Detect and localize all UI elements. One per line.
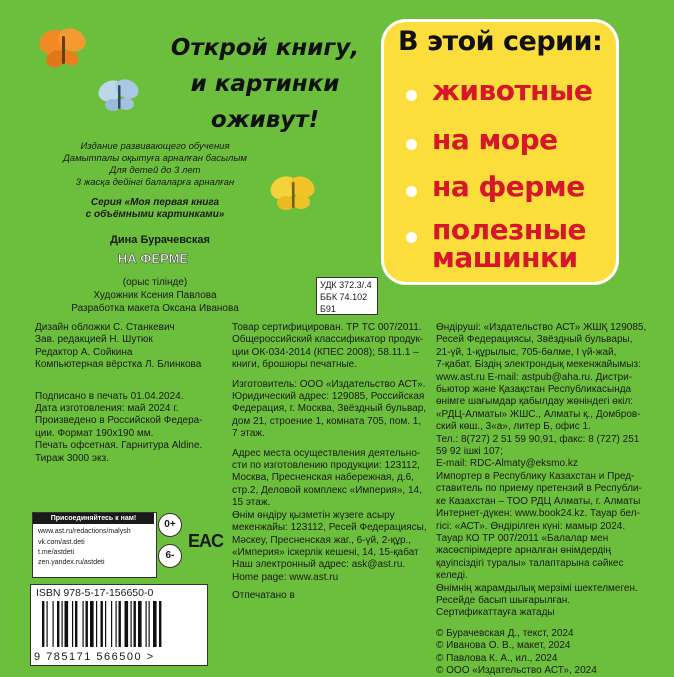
producer-line: 21-үй, 1-құрылыс, 705-бөлме, I үй-жай, [436,346,617,358]
code-line: Б91 [320,304,336,314]
credits [30,276,280,315]
producer-line: Өндіруші: «Издательство АСТ» ЖШҚ 129085, [436,322,647,333]
producer-line: 59 92 ішкі 107; [436,446,503,458]
staff-line: Зав. редакцией Н. Шутюк [35,334,153,346]
left-column [35,322,225,465]
slogan-line-3: оживут! [210,107,320,133]
cert-line: ции ОК-034-2014 (КПЕС 2008); 58.11.1 – [232,346,419,358]
producer-line: 7-қабат. Біздің электрондық мекенжайымыз: [436,359,641,371]
producer-line: ставитель по приему претензий в Республи- [436,483,642,495]
producer-line: ский көш., 3«а», литер Б, офис 1. [436,421,591,433]
print-line: Произведено в Российской Федера- [35,415,203,427]
social-header: Присоединяйтесь к нам! [33,513,154,524]
edition-line: 3 жасқа дейінгі балаларға арналған [75,177,235,188]
age-mark-6-minus: 6- [158,544,182,568]
producer-line: Өнімнің жарамдылық мерзімі шектелмеген. [436,582,638,594]
copyright-line: © Павлова К. А., ил., 2024 [436,652,558,664]
staff-line: Дизайн обложки С. Станкевич [35,322,175,333]
producer-line: гісі: «АСТ». Өндірілген күні: мамыр 2024. [436,520,626,532]
author-name: Дина Бурачевская [110,234,210,246]
address-line: стр.2, Деловой комплекс «Империя», 14, [232,484,422,496]
producer-line: Ресей Федерациясы, Звёздный бульвары, [436,334,633,346]
producer-line: өнімге шағымдар қабылдау жөніндегі өкіл: [436,396,634,408]
edition-line: Для детей до 3 лет [109,165,201,176]
producer-line: Импортер в Республику Казахстан и Пред- [436,470,635,482]
copyright-line: © ООО «Издательство АСТ», 2024 [436,664,597,676]
edition-line: Издание развивающего обучения [80,141,230,152]
series-name-line: Серия «Моя первая книга [90,197,220,208]
producer-line: жасөспірімдерге арналған өнімдердің [436,545,611,557]
series-item-machines-2: машинки [432,241,578,274]
social-link-vk[interactable]: vk.com/ast.deti [38,539,85,546]
producer-line: «РДЦ-Алматы» ЖШС., Алматы қ., Домбров- [436,408,641,420]
producer-line: Тел.: 8(727) 2 51 59 90,91, факс: 8 (727) 251 [436,433,640,445]
slogan-line-1: Открой книгу, [170,35,360,61]
printed-in-line: Отпечатано в [232,590,295,602]
series-item-farm: на ферме [432,170,585,203]
udk-line: УДК 372.3/.4 [320,280,372,290]
producer-line: Тауар КО ТР 007/2011 «Балалар мен [436,532,609,544]
credits-line: Разработка макета Оксана Иванова [71,303,239,314]
kz-address-line: «Империя» іскерлік кешені, 14, 15-қабат [232,546,419,558]
maker-line: Федерация, г. Москва, Звёздный бульвар, [232,403,427,415]
cert-line: книги, брошюры печатные. [232,359,357,371]
edition-info [30,141,280,189]
orange-butterfly-icon [36,26,92,74]
series-name-line: с объёмными картинками» [85,209,225,220]
address-line: Москва, Пресненская набережная, д.6, [232,472,414,484]
print-line: Тираж 3000 экз. [35,452,109,464]
kz-address-line: Өнім өндіру қызметін жүзеге асыру [232,509,395,521]
series-item-sea: на море [432,123,558,156]
cert-line: Товар сертифицирован. ТР ТС 007/2011. [232,322,422,333]
address-line: Адрес места осуществления деятельно- [232,447,421,459]
producer-line: келеді. [436,570,468,582]
address-line: 15 этаж. [232,497,271,509]
bbk-line: ББК 74.102 [320,292,368,302]
email-line: Наш электронный адрес: ask@ast.ru. [232,559,406,571]
producer-line: Сертификаттауға жатады [436,607,555,619]
homepage-line: Home page: www.ast.ru [232,571,339,583]
producer-line: www.ast.ru E-mail: astpub@aha.ru. Дистри- [436,371,633,383]
barcode-icon [42,601,192,649]
series-item-animals: животные [432,74,593,107]
series-item-machines-1: полезные [432,213,587,246]
producer-line: ке Казахстан – ТОО РДЦ Алматы, г. Алматы [436,495,641,507]
producer-line: E-mail: RDC-Almaty@eksmo.kz [436,458,578,470]
age-mark-0-plus: 0+ [158,513,182,537]
blue-butterfly-icon [96,76,142,118]
barcode-number: 9 785171 566500 > [34,651,155,663]
isbn: ISBN 978-5-17-156650-0 [36,587,154,599]
print-line: Подписано в печать 01.04.2024. [35,390,184,402]
slogan-line-2: и картинки [190,71,340,97]
book-title: НА ФЕРМЕ [117,251,189,266]
bullet-dot-icon [406,186,417,197]
right-column [436,322,650,677]
maker-line: дом 21, строение 1, комната 705, пом. 1, [232,415,422,427]
producer-line: Ресейде басып шығарылған. [436,594,571,606]
producer-line: Интернет-дүкен: www.book24.kz. Тауар бел- [436,508,640,520]
credits-line: Художник Ксения Павлова [93,290,217,301]
series-name [30,197,280,221]
copyright-line: © Иванова О. В., макет, 2024 [436,640,571,652]
middle-column [232,322,428,603]
cert-line: Общероссийский классификатор продук- [232,334,424,346]
kz-address-line: мекенжайы: 123112, Ресей Федерациясы, [232,522,427,534]
maker-line: Юридический адрес: 129085, Российская [232,391,425,403]
bullet-dot-icon [406,232,417,243]
producer-line: қауіпсіздігі туралы» талаптарына сәйкес [436,557,624,569]
series-title: В этой серии: [398,26,603,57]
staff-line: Редактор А. Сойкина [35,346,133,358]
print-line: Печать офсетная. Гарнитура Aldine. [35,440,203,452]
maker-line: Изготовитель: ООО «Издательство АСТ». [232,378,426,390]
staff-line: Компьютерная вёрстка Л. Блинкова [35,359,202,371]
bullet-dot-icon [406,90,417,101]
maker-line: 7 этаж. [232,428,265,440]
credits-line: (орыс тілінде) [122,277,188,288]
eac-mark: EAC [188,531,224,551]
edition-line: Дамытпалы оқытуға арналған басылым [63,153,247,164]
producer-line: бьютор және Қазақстан Республикасында [436,384,632,396]
social-link-site[interactable]: www.ast.ru/redactions/malysh [38,528,131,535]
slogan [150,30,380,138]
bullet-dot-icon [406,139,417,150]
print-line: ции. Формат 190x190 мм. [35,427,154,439]
address-line: сти по изготовлению продукции: 123112, [232,460,420,472]
social-link-zen[interactable]: zen.yandex.ru/astdeti [38,559,105,566]
copyright-line: © Бурачевская Д., текст, 2024 [436,627,574,639]
udk-box [316,277,378,315]
social-link-telegram[interactable]: t.me/astdeti [38,549,75,556]
print-line: Дата изготовления: май 2024 г. [35,403,179,415]
kz-address-line: Мәскеу, Пресненская жаг., 6-үй, 2-құр., [232,534,412,546]
